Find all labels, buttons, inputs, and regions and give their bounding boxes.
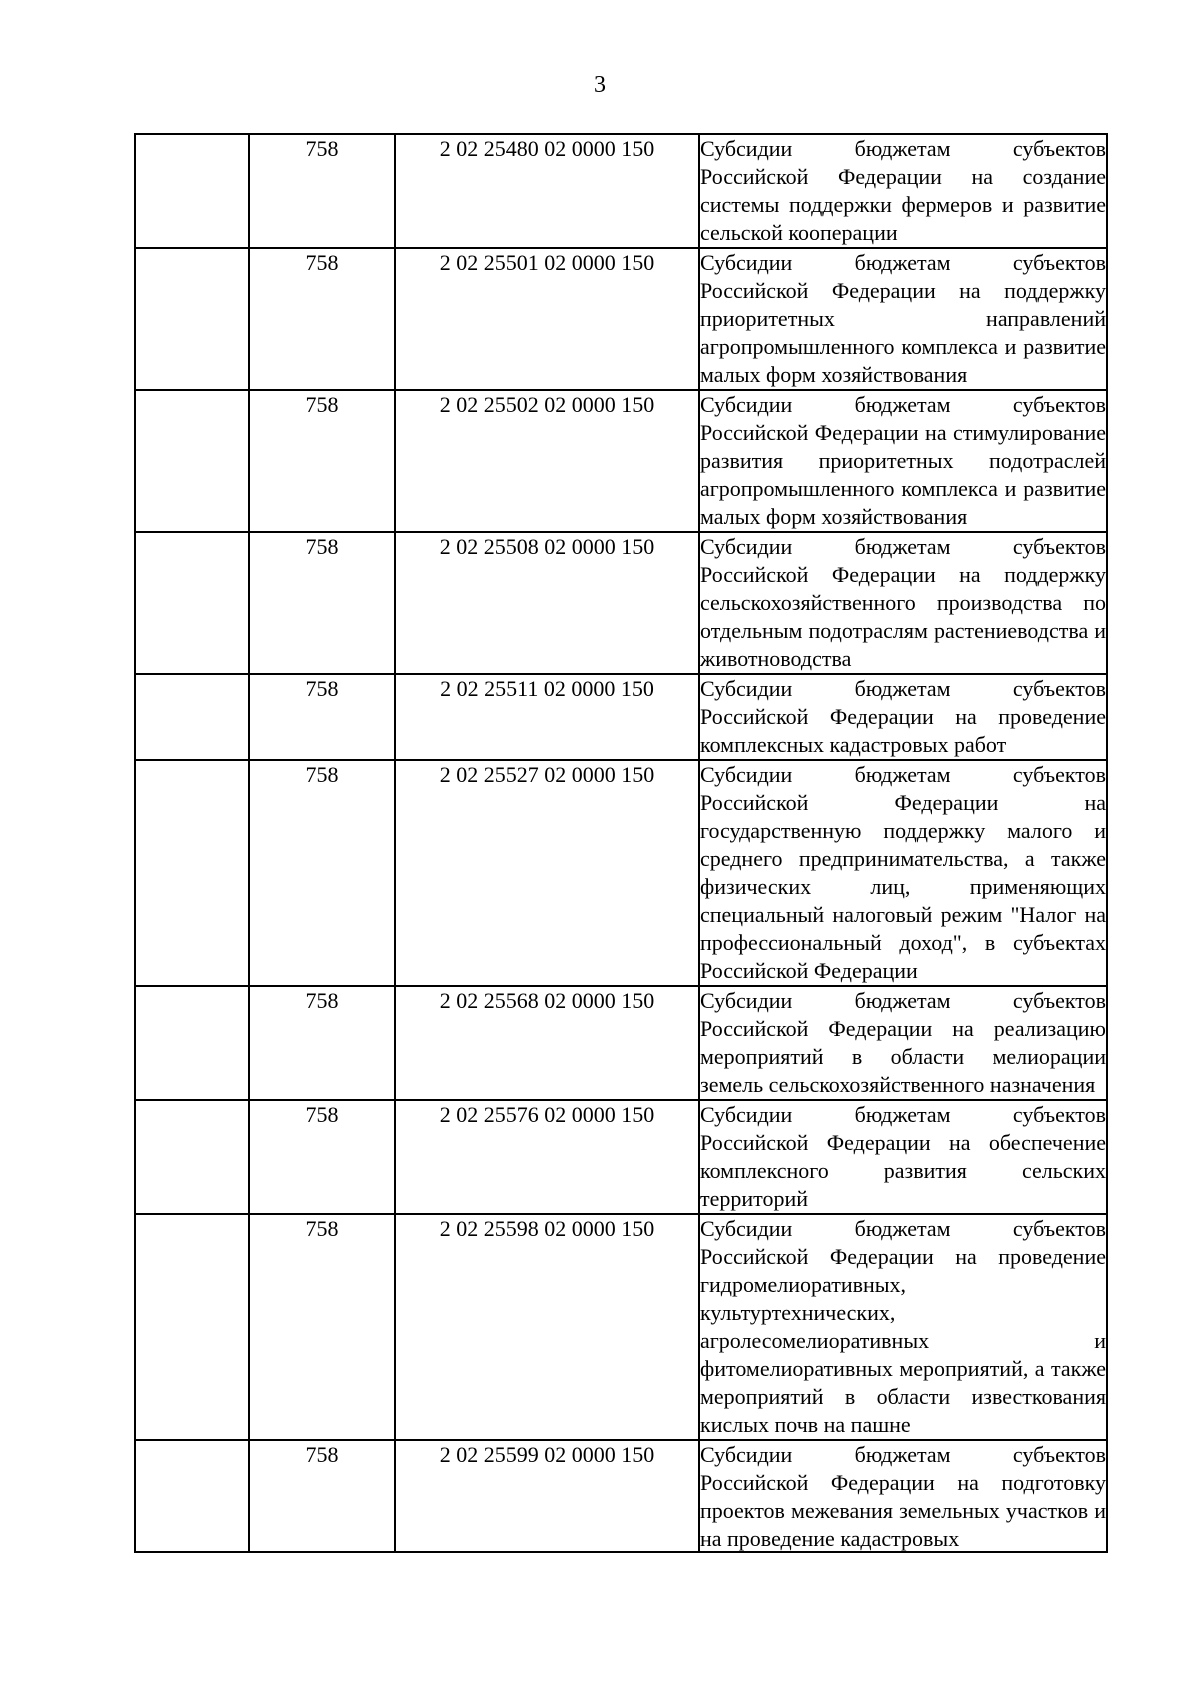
budget-code-cell: 2 02 25508 02 0000 150 — [395, 532, 699, 674]
table-row — [135, 674, 1107, 760]
description-cell: Субсидии бюджетам субъектов Российской Федерации на государственную поддержку малого и среднего предпринимательства, а также физических лиц, применяющих специальный налоговый режим "Налог на профессиональный доход", в субъектах Российской Федерации — [699, 760, 1107, 986]
admin-code-cell: 758 — [249, 532, 395, 674]
budget-code-cell: 2 02 25576 02 0000 150 — [395, 1100, 699, 1214]
table-row — [135, 248, 1107, 390]
empty-cell — [135, 248, 249, 390]
budget-classification-table — [134, 133, 1108, 1553]
admin-code-cell: 758 — [249, 1100, 395, 1214]
empty-cell — [135, 986, 249, 1100]
empty-cell — [135, 1214, 249, 1440]
description-cell: Субсидии бюджетам субъектов Российской Федерации на стимулирование развития приоритетных подотраслей агропромышленного комплекса и развитие малых форм хозяйствования — [699, 390, 1107, 532]
page-number: 3 — [594, 72, 606, 98]
empty-cell — [135, 1440, 249, 1552]
admin-code-cell: 758 — [249, 248, 395, 390]
budget-code-cell: 2 02 25480 02 0000 150 — [395, 134, 699, 248]
admin-code-cell: 758 — [249, 1214, 395, 1440]
table-row — [135, 760, 1107, 986]
budget-code-cell: 2 02 25598 02 0000 150 — [395, 1214, 699, 1440]
admin-code-cell: 758 — [249, 134, 395, 248]
table-row — [135, 986, 1107, 1100]
empty-cell — [135, 134, 249, 248]
description-cell — [699, 1440, 1107, 1552]
description-text: Субсидии бюджетам субъектов Российской Федерации на подготовку проектов межевания земельных участков и на проведение кадастровых — [700, 1442, 1106, 1551]
budget-code-cell: 2 02 25599 02 0000 150 — [395, 1440, 699, 1552]
empty-cell — [135, 760, 249, 986]
empty-cell — [135, 1100, 249, 1214]
admin-code-cell: 758 — [249, 760, 395, 986]
description-cell: Субсидии бюджетам субъектов Российской Федерации на проведение гидромелиоративных, культуртехнических, агролесомелиоративных и фитомелиоративных мероприятий, а также мероприятий в области известкования кислых почв на пашне — [699, 1214, 1107, 1440]
table-row — [135, 390, 1107, 532]
description-cell: Субсидии бюджетам субъектов Российской Федерации на поддержку сельскохозяйственного производства по отдельным подотраслям растениеводства и животноводства — [699, 532, 1107, 674]
admin-code-cell: 758 — [249, 674, 395, 760]
admin-code-cell: 758 — [249, 1440, 395, 1552]
table-row — [135, 1214, 1107, 1440]
description-cell: Субсидии бюджетам субъектов Российской Федерации на реализацию мероприятий в области мелиорации земель сельскохозяйственного назначения — [699, 986, 1107, 1100]
description-cell: Субсидии бюджетам субъектов Российской Федерации на обеспечение комплексного развития сельских территорий — [699, 1100, 1107, 1214]
budget-code-cell: 2 02 25501 02 0000 150 — [395, 248, 699, 390]
description-cell: Субсидии бюджетам субъектов Российской Федерации на проведение комплексных кадастровых работ — [699, 674, 1107, 760]
budget-code-cell: 2 02 25568 02 0000 150 — [395, 986, 699, 1100]
budget-code-cell: 2 02 25511 02 0000 150 — [395, 674, 699, 760]
description-cell: Субсидии бюджетам субъектов Российской Федерации на создание системы поддержки фермеров и развитие сельской кооперации — [699, 134, 1107, 248]
table-row — [135, 1100, 1107, 1214]
table-row — [135, 134, 1107, 248]
budget-code-cell: 2 02 25527 02 0000 150 — [395, 760, 699, 986]
budget-code-cell: 2 02 25502 02 0000 150 — [395, 390, 699, 532]
empty-cell — [135, 674, 249, 760]
admin-code-cell: 758 — [249, 986, 395, 1100]
empty-cell — [135, 390, 249, 532]
description-cell: Субсидии бюджетам субъектов Российской Федерации на поддержку приоритетных направлений агропромышленного комплекса и развитие малых форм хозяйствования — [699, 248, 1107, 390]
table-row — [135, 1440, 1107, 1552]
admin-code-cell: 758 — [249, 390, 395, 532]
table-row — [135, 532, 1107, 674]
empty-cell — [135, 532, 249, 674]
